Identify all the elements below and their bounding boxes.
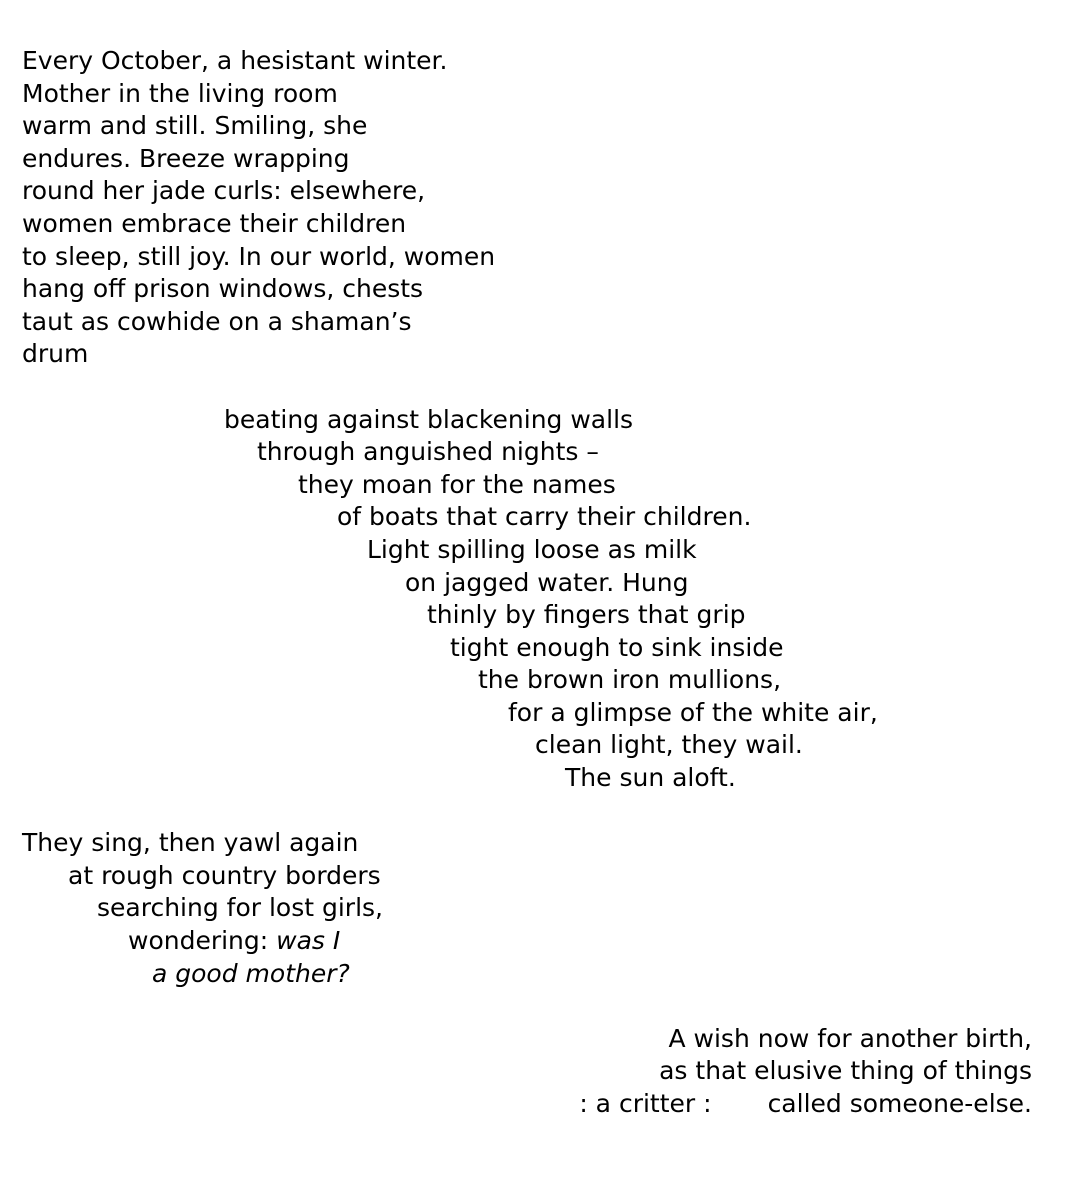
poem-line: They sing, then yawl again [22,828,359,858]
poem-line: Every October, a hesistant winter. [22,46,448,75]
poem-line [22,1088,1032,1121]
poem-line: they moan for the names [298,469,616,499]
stanza-gap [22,990,1032,1023]
stanza-3 [22,827,1032,990]
poem-line: hang off prison windows, chests [22,274,424,304]
poem-line: through anguished nights – [257,437,599,467]
poem-line: thinly by fingers that grip [427,600,746,630]
poem-line: as that elusive thing of things [659,1056,1032,1086]
poem-line: beating against blackening walls [224,404,634,434]
poem-line: for a glimpse of the white air, [508,697,878,727]
poem-line: drum [22,339,89,369]
stanza-gap [22,371,1032,404]
poem-line: tight enough to sink inside [450,632,784,662]
poem-line: A wish now for another birth, [668,1023,1032,1053]
poem-line: Light spilling loose as milk [367,534,697,564]
italic-poem-line: a good mother? [152,958,350,988]
poem-line: clean light, they wail. [535,730,803,760]
italic-phrase: was I [276,926,341,956]
stanza-1 [22,45,1032,371]
poem-line: the brown iron mullions, [478,665,782,695]
poem-line: warm and still. Smiling, she [22,111,368,141]
poem-line [128,925,1032,958]
poem-line: women embrace their children [22,208,407,238]
poem-line: at rough country borders [68,860,381,890]
someone-else-phrase: called someone-else. [767,1089,1032,1118]
poem-line: searching for lost girls, [97,893,383,923]
poem-line: taut as cowhide on a shaman’s [22,306,412,336]
stanza-4 [22,1023,1032,1121]
critter-phrase: : a critter : [579,1089,712,1118]
poem-line: on jagged water. Hung [405,567,689,597]
stanza-2 [22,404,1032,795]
poem-line: The sun aloft. [565,763,736,793]
stanza-gap [22,795,1032,828]
poem-line: round her jade curls: elsewhere, [22,176,426,206]
poem-line: of boats that carry their children. [337,502,752,532]
poem-line: to sleep, still joy. In our world, women [22,241,496,271]
poem-line: Mother in the living room [22,78,338,108]
poem-line-roman-part: wondering: [128,926,277,956]
poem-line: endures. Breeze wrapping [22,143,350,173]
